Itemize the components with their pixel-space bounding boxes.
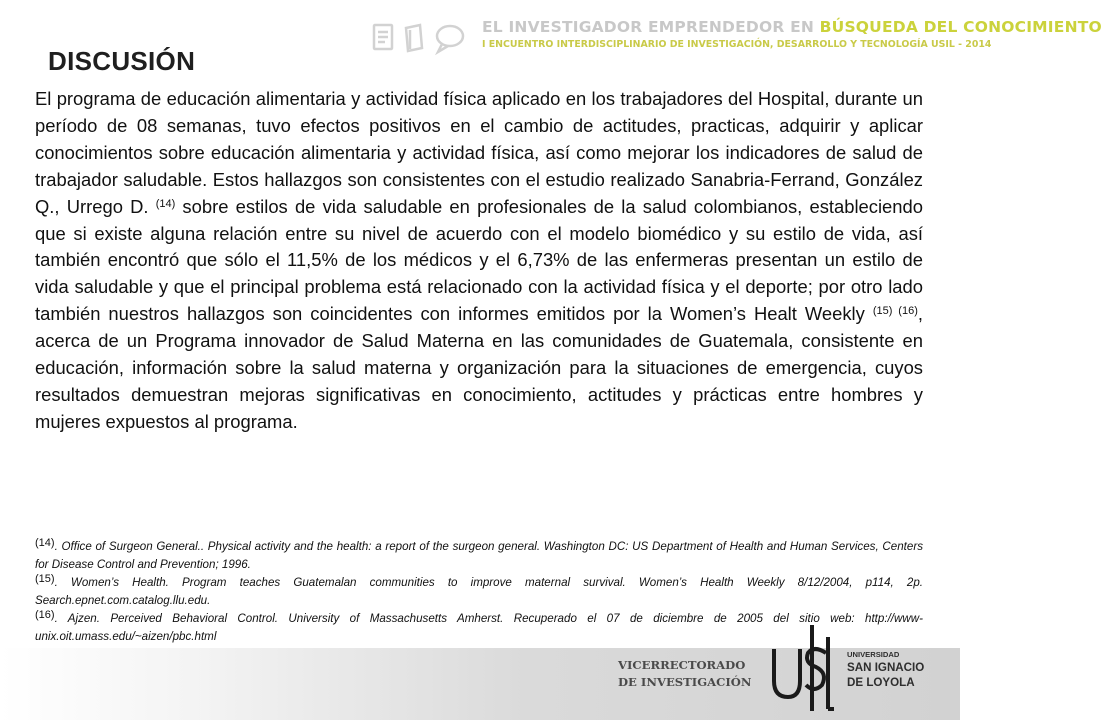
- vicerrectorado-label: [618, 657, 751, 691]
- usil-logo-icon: [768, 617, 836, 715]
- speech-bubble-icon: [437, 26, 463, 52]
- header-subtitle: I ENCUENTRO INTERDISCIPLINARIO DE INVESTIGACIÓN, DESARROLLO Y TECNOLOGÍA USIL - 2014: [482, 39, 992, 50]
- reference-number: (14): [35, 537, 55, 549]
- reference-number: (15): [35, 573, 55, 585]
- header-title: [482, 18, 1102, 36]
- reference-number: (16): [35, 609, 55, 621]
- vice-line-1: VICERRECTORADO: [618, 658, 746, 672]
- citation-14: (14): [155, 197, 176, 210]
- reference-text: . Ajzen. Perceived Behavioral Control. University of Massachusetts Amherst. Recuperado el 07 de diciembre de 2005 del sitio web: http://www-unix.oit.umass.edu/~aizen/pbc.html: [35, 612, 923, 643]
- header-title-part2: BÚSQUEDA DEL CONOCIMIENTO: [819, 18, 1102, 36]
- paragraph-part-2: sobre estilos de vida saludable en profesionales de la salud colombianos, estableciendo que si existe alguna relación entre su nivel de acuerdo con el modelo biomédico y su estilo de vida, así también encontró que sólo el 11,5% de los médicos y el 6,73% de las enfermeras presentan un estilo de vida saludable y que el principal problema está relacionado con la actividad física y el deporte; por otro lado también nuestros hallazgos son coincidentes con informes emitidos por la Women’s Healt Weekly: [35, 195, 923, 325]
- reference-item: [35, 538, 923, 574]
- paragraph-part-3: , acerca de un Programa innovador de Salud Materna en las comunidades de Guatemala, consistente en educación, información sobre la salud materna y organización para la situaciones de emergencia, cuyos resultados demuestran mejoras significativas en conocimiento, actitudes y prácticas entre hombres y mujeres expuestos al programa.: [35, 303, 923, 432]
- university-line-2: SAN IGNACIO: [847, 661, 925, 674]
- reference-text: . Office of Surgeon General.. Physical activity and the health: a report of the surgeon general. Washington DC: US Department of Health and Human Services, Centers for Disease Control and Prevention; 1996.: [35, 540, 923, 571]
- book-icon: [406, 25, 422, 51]
- university-name: [847, 650, 924, 690]
- paragraph-part-1: El programa de educación alimentaria y actividad física aplicado en los trabajadores del Hospital, durante un período de 08 semanas, tuvo efectos positivos en el cambio de actitudes, practicas, adquirir y aplicar conocimientos sobre educación alimentaria y actividad física, así como mejorar los indicadores de salud de trabajador saludable. Estos hallazgos son consistentes con el estudio realizado Sanabria-Ferrand, González Q., Urrego D.: [35, 88, 923, 217]
- citation-15-16: (15) (16): [872, 305, 918, 318]
- vice-line-2: DE INVESTIGACIÓN: [618, 675, 752, 689]
- document-icon: [374, 25, 392, 49]
- page-title: DISCUSIÓN: [48, 46, 196, 76]
- university-line-1: UNIVERSIDAD: [847, 650, 900, 659]
- reference-item: [35, 574, 923, 610]
- header-title-part1: EL INVESTIGADOR EMPRENDEDOR EN: [482, 18, 820, 36]
- header-icons: [370, 20, 470, 56]
- discussion-paragraph: [35, 86, 923, 436]
- reference-text: . Women’s Health. Program teaches Guatemalan communities to improve maternal survival. Women’s Health Weekly 8/12/2004, p114, 2p. Search.epnet.com.catalog.llu.edu.: [35, 576, 923, 607]
- university-line-3: DE LOYOLA: [847, 676, 915, 689]
